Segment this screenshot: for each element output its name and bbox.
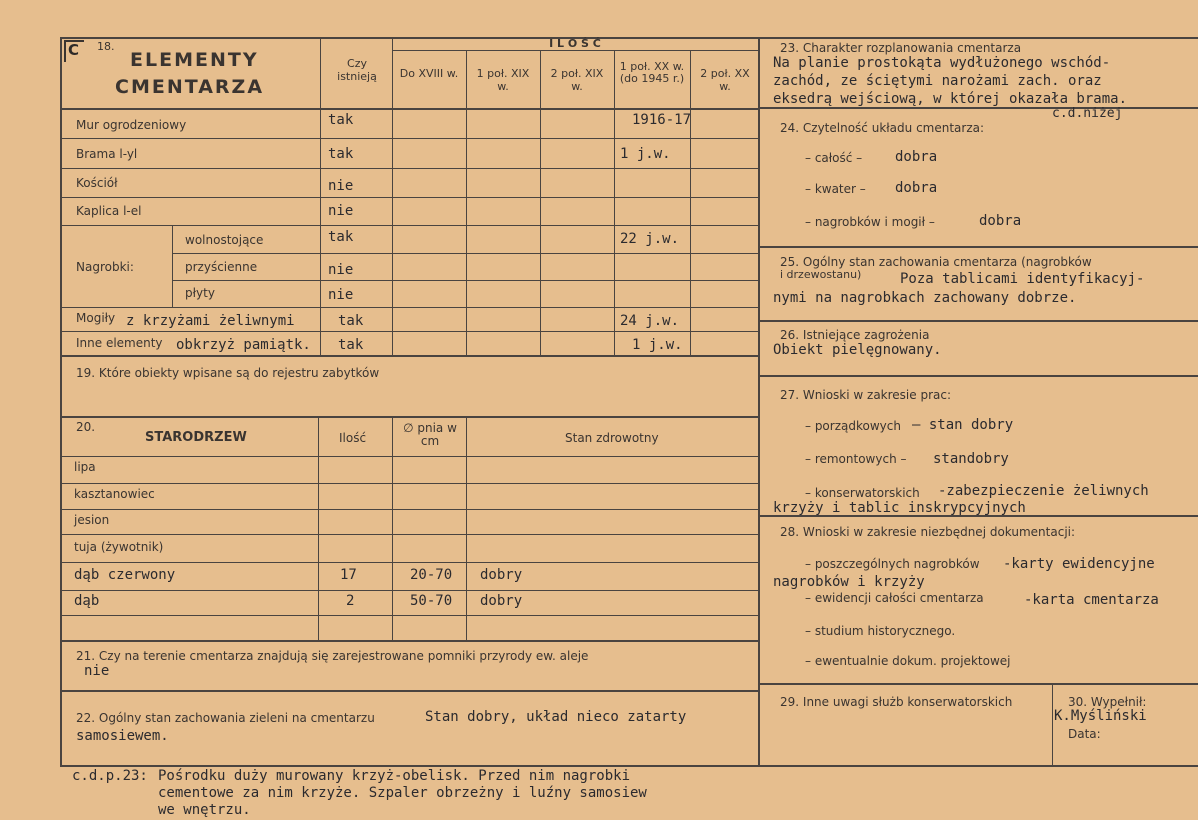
section23-line-3: eksedrą wejściową, w której okazała brama.	[773, 91, 1128, 107]
col-czy-istnieja: Czy istnieją	[337, 57, 377, 83]
row-czy: nie	[328, 203, 354, 219]
row-czy: nie	[328, 262, 354, 278]
col-2pol-20: 2 poł. XX w.	[700, 67, 750, 93]
col-ilosc: Ilość	[339, 431, 367, 445]
row-czy: nie	[328, 287, 354, 303]
section20-title: STARODRZEW	[145, 430, 247, 445]
section24-item-label: – całość –	[805, 151, 863, 165]
row-czy: nie	[328, 178, 354, 194]
col-1pol-20: 1 poł. XX w. (do 1945 r.)	[619, 60, 685, 85]
section29-label: 29. Inne uwagi służb konserwatorskich	[780, 695, 1013, 709]
row-czy: tak	[328, 112, 354, 128]
tree-fi: 20-70	[410, 567, 453, 583]
section28-poszcz-label: – poszczególnych nagrobków	[805, 557, 980, 571]
row-czy: tak	[338, 313, 364, 329]
row-label: Inne elementy	[76, 336, 163, 350]
section30-date-label: Data:	[1068, 727, 1101, 741]
section18-number: 18.	[97, 40, 115, 53]
section23-label: 23. Charakter rozplanowania cmentarza	[780, 41, 1022, 55]
row-czy: tak	[328, 146, 354, 162]
section18-title-1: ELEMENTY	[130, 49, 259, 71]
section28-poszcz-value-2: nagrobków i krzyży	[773, 574, 925, 590]
row-label: płyty	[185, 286, 215, 300]
section27-porz-label: – porządkowych	[805, 419, 901, 433]
row-label: przyścienne	[185, 260, 258, 274]
section20-number: 20.	[76, 420, 96, 434]
section27-kons-value: -zabezpieczenie żeliwnych	[938, 483, 1149, 499]
section22-value-2: samosiewem.	[76, 728, 169, 744]
section19-label: 19. Które obiekty wpisane są do rejestru zabytków	[76, 366, 380, 380]
col-do-18: Do XVIII w.	[399, 67, 459, 80]
continuation-prefix: c.d.p.23:	[72, 768, 148, 784]
tree-name: jesion	[74, 513, 110, 527]
tree-name: dąb	[74, 593, 100, 609]
section28-studium-label: – studium historycznego.	[805, 624, 956, 638]
row-text: z krzyżami żeliwnymi	[126, 313, 295, 329]
row-text: obkrzyż pamiątk.	[176, 337, 311, 353]
tree-name: tuja (żywotnik)	[74, 540, 164, 554]
section27-porz-value: – stan dobry	[912, 417, 1014, 433]
card-letter-box	[64, 40, 84, 62]
section25-label-2: i drzewostanu)	[780, 268, 862, 281]
section30-label: 30. Wypełnił:	[1068, 695, 1147, 709]
section21-label: 21. Czy na terenie cmentarza znajdują się zarejestrowane pomniki przyrody ew. aleje	[76, 649, 589, 663]
section25-value-1: Poza tablicami identyfikacyj-	[900, 271, 1145, 287]
col-stan-zdrowotny: Stan zdrowotny	[565, 431, 659, 445]
tree-ilosc: 17	[340, 567, 357, 583]
section22-label: 22. Ogólny stan zachowania zieleni na cmentarzu	[76, 711, 375, 725]
nagrobki-label: Nagrobki:	[76, 260, 134, 274]
section24-item-value: dobra	[979, 213, 1022, 229]
section28-ewid-label: – ewidencji całości cmentarza	[805, 591, 984, 605]
row-ilosc: 1 j.w.	[620, 146, 671, 162]
col-fi: ∅ pnia w cm	[403, 421, 457, 448]
continuation-line-3: we wnętrzu.	[158, 802, 251, 818]
section30-value: K.Myśliński	[1054, 708, 1147, 724]
section26-value: Obiekt pielęgnowany.	[773, 342, 942, 358]
tree-stan: dobry	[480, 567, 523, 583]
section23-line-2: zachód, ze ściętymi narożami zach. oraz	[773, 73, 1102, 89]
section27-kons-value-2: krzyży i tablic inskrypcyjnych	[773, 500, 1026, 516]
col-1pol-19: 1 poł. XIX w.	[476, 67, 530, 93]
row-ilosc: 1 j.w.	[632, 337, 683, 353]
section27-rem-label: – remontowych –	[805, 452, 907, 466]
section27-kons-label: – konserwatorskich	[805, 486, 920, 500]
row-label: Kaplica l-el	[76, 204, 142, 218]
section18-title-2: CMENTARZA	[115, 76, 265, 98]
row-label: Mogiły	[76, 311, 116, 325]
section28-ewent-label: – ewentualnie dokum. projektowej	[805, 654, 1011, 668]
row-label: Mur ogrodzeniowy	[76, 118, 187, 132]
tree-name: lipa	[74, 460, 96, 474]
section25-label-1: 25. Ogólny stan zachowania cmentarza (nagrobków	[780, 255, 1092, 269]
tree-name: dąb czerwony	[74, 567, 176, 583]
row-label: Brama l-yl	[76, 147, 138, 161]
section26-label: 26. Istniejące zagrożenia	[780, 328, 930, 342]
section24-item-label: – nagrobków i mogił –	[805, 215, 935, 229]
tree-fi: 50-70	[410, 593, 453, 609]
tree-stan: dobry	[480, 593, 523, 609]
continuation-line-1: Pośrodku duży murowany krzyż-obelisk. Przed nim nagrobki	[158, 768, 631, 784]
section28-label: 28. Wnioski w zakresie niezbędnej dokumentacji:	[780, 525, 1076, 539]
section27-rem-value: standobry	[933, 451, 1009, 467]
section28-poszcz-value: -karty ewidencyjne	[1003, 556, 1155, 572]
tree-name: kasztanowiec	[74, 487, 155, 501]
row-label: Kościół	[76, 176, 118, 190]
card-letter: C	[68, 41, 80, 59]
row-label: wolnostojące	[185, 233, 264, 247]
section24-item-value: dobra	[895, 149, 938, 165]
section28-ewid-value: -karta cmentarza	[1024, 592, 1159, 608]
section21-value: nie	[84, 663, 110, 679]
section23-note: c.d.niżej	[1052, 106, 1123, 121]
section25-value-2: nymi na nagrobkach zachowany dobrze.	[773, 290, 1077, 306]
tree-ilosc: 2	[346, 593, 355, 609]
section24-item-value: dobra	[895, 180, 938, 196]
section22-value-1: Stan dobry, układ nieco zatarty	[425, 709, 687, 725]
row-czy: tak	[338, 337, 364, 353]
col-2pol-19: 2 poł. XIX w.	[550, 67, 604, 93]
section24-item-label: – kwater –	[805, 182, 866, 196]
row-ilosc: 24 j.w.	[620, 313, 680, 329]
section27-label: 27. Wnioski w zakresie prac:	[780, 388, 952, 402]
section23-line-1: Na planie prostokąta wydłużonego wschód-	[773, 55, 1111, 71]
continuation-line-2: cementowe za nim krzyże. Szpaler obrzeżny i luźny samosiew	[158, 785, 647, 801]
row-czy: tak	[328, 229, 354, 245]
section24-label: 24. Czytelność układu cmentarza:	[780, 121, 985, 135]
row-ilosc: 22 j.w.	[620, 231, 680, 247]
row-ilosc: 1916-17	[632, 112, 692, 128]
col-ilosc-header: I L O Ś Ć	[549, 37, 601, 50]
